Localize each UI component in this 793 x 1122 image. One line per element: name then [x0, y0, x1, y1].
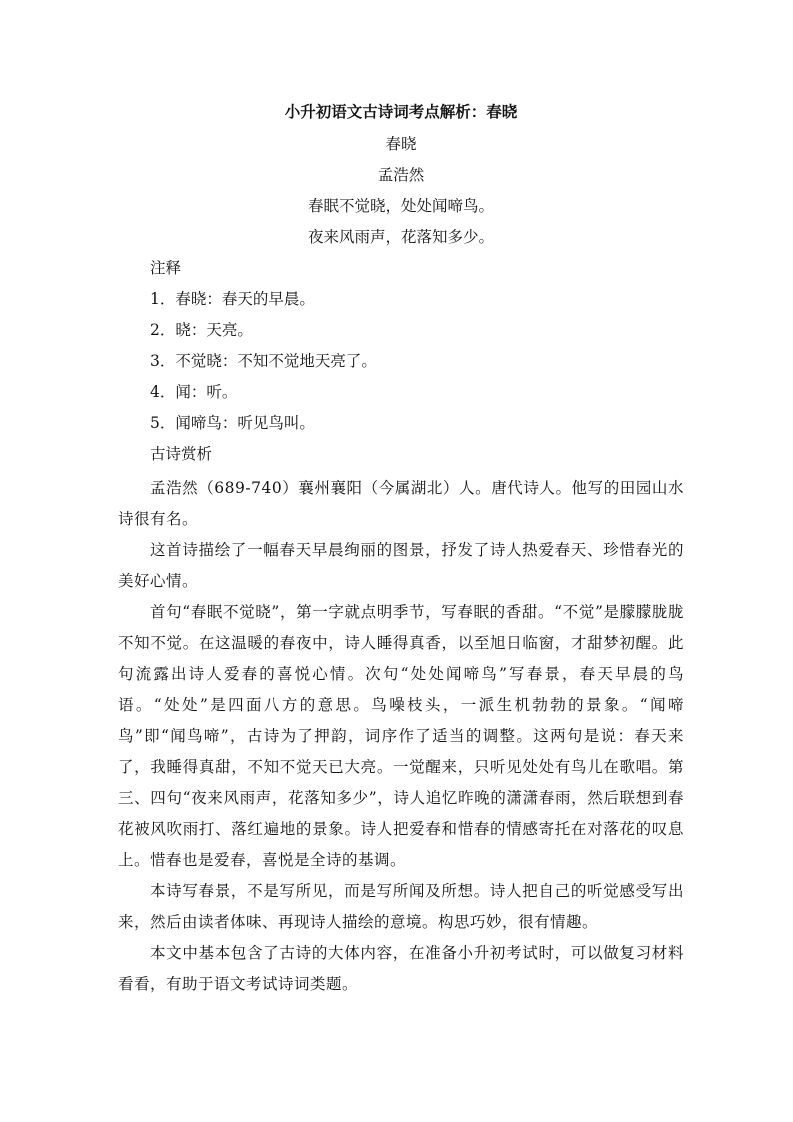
- note-item: 5．闻啼鸟：听见鸟叫。: [150, 414, 315, 432]
- note-item: 3．不觉晓：不知不觉地天亮了。: [150, 352, 377, 370]
- note-item: 1．春晓：春天的早晨。: [150, 290, 315, 308]
- paragraph-summary: 这首诗描绘了一幅春天早晨绚丽的图景，抒发了诗人热爱春天、珍惜春光的美好心情。: [118, 541, 684, 590]
- paragraph-closing: 本文中基本包含了古诗的大体内容，在准备小升初考试时，可以做复习材料看看，有助于语文考试诗词类题。: [118, 944, 684, 993]
- notes-heading: 注释: [150, 259, 182, 277]
- poem-line: 春眠不觉晓，处处闻啼鸟。: [307, 197, 494, 215]
- poem-title: 春晓: [385, 135, 417, 153]
- paragraph-technique: 本诗写春景，不是写所见，而是写所闻及所想。诗人把自己的听觉感受写出来，然后由读者体味、再现诗人描绘的意境。构思巧妙，很有情趣。: [118, 882, 684, 931]
- paragraph-analysis: 首句“春眠不觉晓”，第一字就点明季节，写春眠的香甜。“不觉”是朦朦胧胧不知不觉。在这温暖的春夜中，诗人睡得真香，以至旭日临窗，才甜梦初醒。此句流露出诗人爱春的喜悦心情。次句“处处闻啼鸟”写春景，春天早晨的鸟语。“处处”是四面八方的意思。鸟噪枝头，一派生机勃勃的景象。“闻啼鸟”即“闻鸟啼”，古诗为了押韵，词序作了适当的调整。这两句是说：春天来了，我睡得真甜，不知不觉天已大亮。一觉醒来，只听见处处有鸟儿在歌唱。第三、四句“夜来风雨声，花落知多少”，诗人追忆昨晚的潇潇春雨，然后联想到春花被风吹雨打、落红遍地的景象。诗人把爱春和惜春的情感寄托在对落花的叹息上。惜春也是爱春，喜悦是全诗的基调。: [118, 603, 684, 869]
- poem-line: 夜来风雨声，花落知多少。: [307, 228, 494, 246]
- document-title: 小升初语文古诗词考点解析：春晓: [284, 102, 518, 121]
- note-item: 4．闻：听。: [150, 383, 238, 401]
- paragraph-author-intro: 孟浩然（689-740）襄州襄阳（今属湖北）人。唐代诗人。他写的田园山水诗很有名。: [118, 479, 684, 528]
- document-body: [118, 100, 684, 1000]
- appreciation-heading: 古诗赏析: [150, 445, 213, 463]
- note-item: 2．晓：天亮。: [150, 321, 253, 339]
- poem-author: 孟浩然: [377, 166, 425, 184]
